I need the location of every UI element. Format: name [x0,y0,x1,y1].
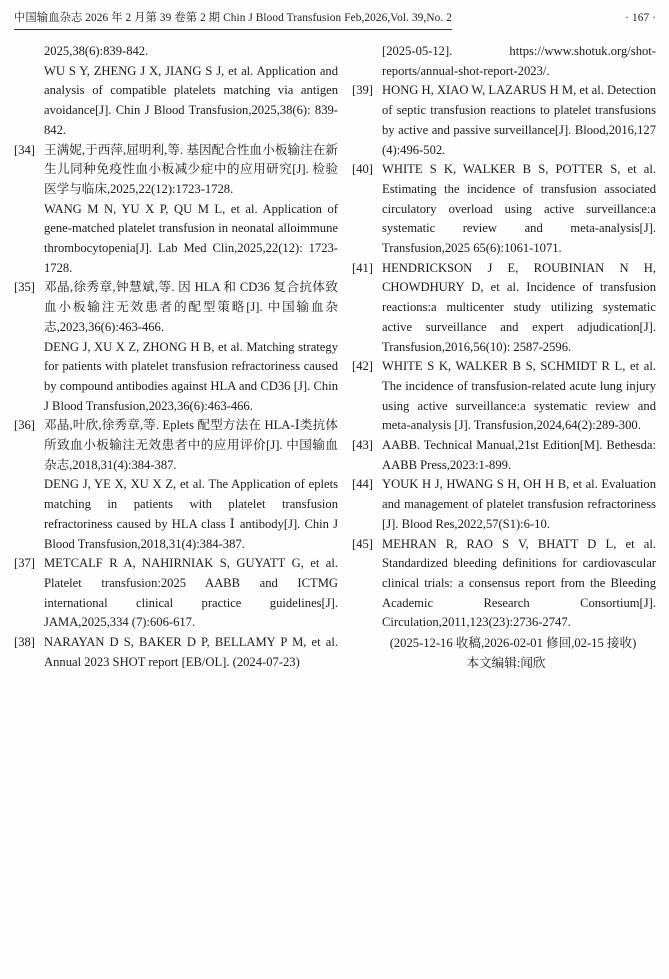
reference-entry [352,259,656,358]
reference-number: [42] [352,359,373,374]
reference-entry [352,475,656,534]
reference-number: [34] [14,142,35,157]
reference-entry [352,160,656,259]
reference-paragraph: METCALF R A, NAHIRNIAK S, GUYATT G, et al. Platelet transfusion:2025 AABB and ICTMG international clinical practice guidelines[J]. JAMA,2025,334 (7):606-617. [44,556,338,630]
reference-number: [36] [14,418,35,433]
references-list-left [14,42,338,673]
reference-paragraph: HONG H, XIAO W, LAZARUS H M, et al. Detection of septic transfusion reactions to platelet transfusions by active and passive surveillance[J]. Blood,2016,127 (4):496-502. [382,83,656,157]
reference-paragraph: 邓晶,徐秀章,钟慧斌,等. 因 HLA 和 CD36 复合抗体致血小板输注无效患者的配型策略[J]. 中国输血杂志,2023,36(6):463-466. [44,280,338,334]
reference-number: [35] [14,280,35,295]
reference-paragraph: WU S Y, ZHENG J X, JIANG S J, et al. Application and analysis of compatible platelets matching via antigen avoidance[J]. Chin J Blood Transfusion,2025,38(6): 839-842. [44,63,338,137]
reference-paragraph: 邓晶,叶欣,徐秀章,等. Eplets 配型方法在 HLA-Ⅰ类抗体所致血小板输注无效患者中的应用评价[J]. 中国输血杂志,2018,31(4):384-387. [44,418,338,472]
reference-paragraph: WHITE S K, WALKER B S, SCHMIDT R L, et al. The incidence of transfusion-related acute lung injury using active surveillance:a systematic review and meta-analysis [J]. Transfusion,2024,64(2):289-300. [382,359,656,433]
reference-entry [352,81,656,160]
reference-entry [14,554,338,633]
reference-entry [14,416,338,554]
reference-paragraph: NARAYAN D S, BAKER D P, BELLAMY P M, et al. Annual 2023 SHOT report [EB/OL]. (2024-07-23) [44,635,338,669]
reference-paragraph: WHITE S K, WALKER B S, POTTER S, et al. Estimating the incidence of transfusion associated circulatory overload using active surveillance:a systematic review and meta-analysis[J]. Transfusion,2025 65(6):1061-1071. [382,162,656,256]
reference-entry [14,42,338,141]
reference-number: [45] [352,536,373,551]
reference-entry [14,633,338,672]
reference-paragraph: 2025,38(6):839-842. [44,44,149,58]
reference-entry [352,535,656,634]
reference-paragraph: DENG J, XU X Z, ZHONG H B, et al. Matching strategy for patients with platelet transfusion refractoriness caused by compound antibodies against HLA and CD36 [J]. Chin J Blood Transfusion,2023,36(6):463-466. [44,339,338,413]
reference-entry [14,278,338,416]
reference-paragraph: AABB. Technical Manual,21st Edition[M]. Bethesda: AABB Press,2023:1-899. [382,438,656,472]
reference-entry [14,141,338,279]
reference-paragraph: 王满妮,于西萍,屈明利,等. 基因配合性血小板输注在新生儿同种免疫性血小板减少症中的应用研究[J]. 检验医学与临床,2025,22(12):1723-1728. [44,142,338,196]
reference-paragraph: YOUK H J, HWANG S H, OH H B, et al. Evaluation and management of platelet transfusion refractoriness [J]. Blood Res,2022,57(S1):6-10. [382,477,656,531]
reference-entry [352,436,656,475]
references-column-left [14,42,338,673]
reference-number: [43] [352,438,373,453]
reference-paragraph: MEHRAN R, RAO S V, BHATT D L, et al. Standardized bleeding definitions for cardiovascular clinical trials: a consensus report from the Bleeding Academic Research Consortium[J]. Circulation,2011,123(23):2736-2747. [382,536,656,630]
reference-number: [39] [352,83,373,98]
received-revised-accepted-line: (2025-12-16 收稿,2026-02-01 修回,02-15 接收) [389,636,637,651]
reference-number: [40] [352,162,373,177]
reference-paragraph: WANG M N, YU X P, QU M L, et al. Application of gene-matched platelet transfusion in neonatal alloimmune thrombocytopenia[J]. Lab Med Clin,2025,22(12): 1723-1728. [44,201,338,275]
reference-entry [352,357,656,436]
journal-header-title: 中国输血杂志 2026 年 2 月第 39 卷第 2 期 Chin J Blood Transfusion Feb,2026,Vol. 39,No. 2 [14,9,452,30]
reference-number: [38] [14,635,35,650]
references-column-right [352,42,656,674]
reference-paragraph: HENDRICKSON J E, ROUBINIAN N H, CHOWDHURY D, et al. Incidence of transfusion reactions:a multicenter study utilizing systematic active surveillance and expert adjudication[J]. Transfusion,2016,56(10): 2587-2596. [382,260,656,354]
page-number: · 167 · [625,12,656,24]
reference-entry [352,42,656,81]
reference-number: [44] [352,477,373,492]
references-list-right [352,42,656,633]
reference-paragraph: [2025-05-12]. https://www.shotuk.org/shot-reports/annual-shot-report-2023/. [382,44,656,78]
reference-number: [37] [14,556,35,571]
running-head [14,9,656,30]
article-editor-line: 本文编辑:闻欣 [466,655,546,670]
reference-number: [41] [352,260,373,275]
reference-paragraph: DENG J, YE X, XU X Z, et al. The Application of eplets matching in patients with platelet transfusion refractoriness caused by HLA class Ⅰ antibody[J]. Chin J Blood Transfusion,2018,31(4):384-387. [44,477,338,551]
